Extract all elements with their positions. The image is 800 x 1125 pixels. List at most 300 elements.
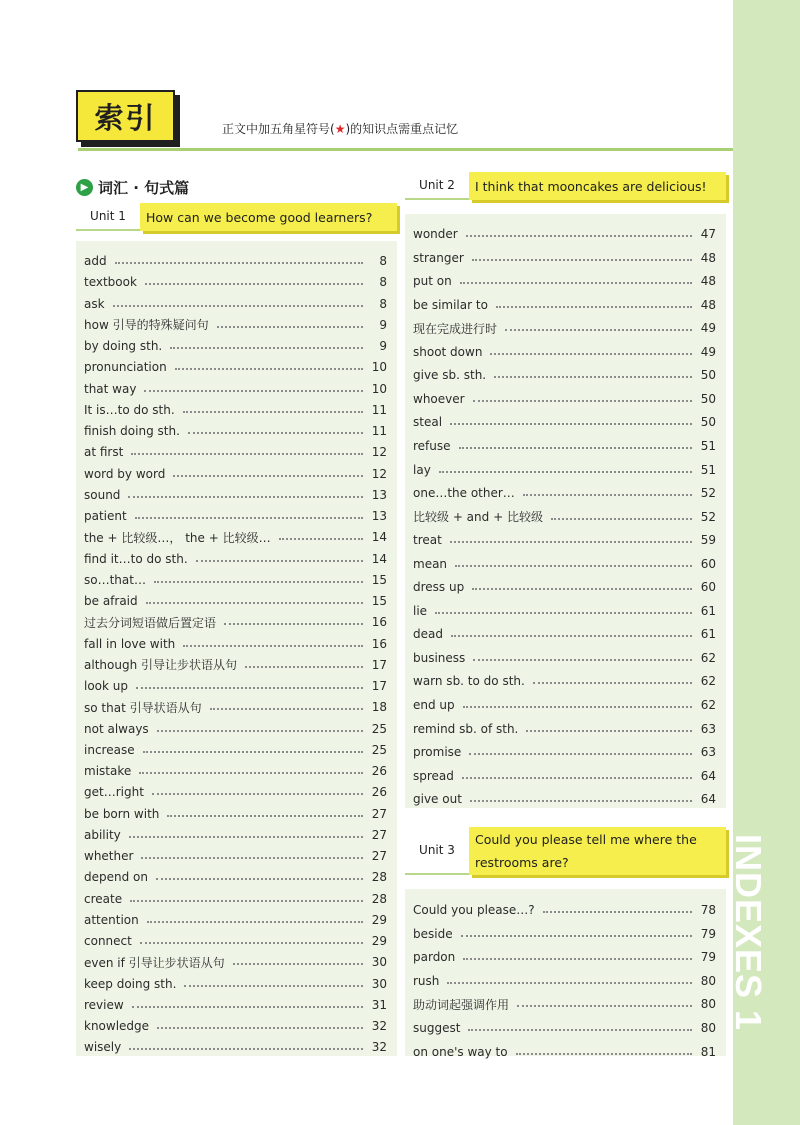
entry-page-number: 29 xyxy=(371,934,387,948)
entry-term: word by word xyxy=(84,466,166,481)
dot-leader xyxy=(473,659,692,661)
entry-page-number: 28 xyxy=(371,870,387,885)
entry-term: keep doing sth. xyxy=(84,976,177,991)
entry-term: depend on xyxy=(84,870,148,885)
index-entry xyxy=(413,768,716,784)
entry-page-number: 25 xyxy=(371,742,387,757)
unit-1-entry-list xyxy=(76,241,397,1056)
entry-term: get…right xyxy=(84,785,144,800)
dot-leader xyxy=(505,329,692,331)
index-entry xyxy=(84,891,387,907)
entry-term: whoever xyxy=(413,391,465,406)
dot-leader xyxy=(184,985,363,987)
entry-page-number: 32 xyxy=(371,1019,387,1033)
entry-term: one…the other… xyxy=(413,486,515,501)
entry-page-number: 29 xyxy=(371,912,387,927)
entry-term: promise xyxy=(413,745,462,760)
dot-leader xyxy=(183,645,363,647)
entry-page-number: 14 xyxy=(371,551,387,566)
entry-term: beside xyxy=(413,926,453,941)
index-entry xyxy=(413,391,716,407)
dot-leader xyxy=(188,432,363,434)
entry-term: be similar to xyxy=(413,297,488,312)
entry-term: so that 引导状语从句 xyxy=(84,700,202,715)
title-note-text-end: )的知识点需重点记忆 xyxy=(345,122,459,136)
index-entry xyxy=(84,976,387,992)
entry-page-number: 27 xyxy=(371,827,387,842)
dot-leader xyxy=(523,494,692,496)
index-entry xyxy=(413,462,716,478)
index-entry xyxy=(413,226,716,242)
dot-leader xyxy=(494,376,692,378)
entry-page-number: 47 xyxy=(700,227,716,241)
header-divider xyxy=(78,148,733,151)
entry-page-number: 30 xyxy=(371,955,387,970)
dot-leader xyxy=(496,306,692,308)
index-entry xyxy=(413,744,716,760)
dot-leader xyxy=(233,963,363,965)
entry-term: attention xyxy=(84,912,139,927)
index-entry xyxy=(413,697,716,713)
index-entry xyxy=(84,423,387,439)
entry-term: put on xyxy=(413,274,452,289)
entry-page-number: 25 xyxy=(371,721,387,736)
dot-leader xyxy=(129,1048,363,1050)
dot-leader xyxy=(210,708,363,710)
entry-term: lie xyxy=(413,603,428,618)
unit-id: Unit 1 xyxy=(76,203,140,231)
index-entry xyxy=(84,444,387,460)
entry-page-number: 8 xyxy=(379,296,387,311)
entry-term: increase xyxy=(84,742,135,757)
entry-term: review xyxy=(84,997,124,1012)
entry-term: dead xyxy=(413,627,443,642)
entry-page-number: 51 xyxy=(700,438,716,453)
entry-page-number: 12 xyxy=(371,466,387,481)
index-entry xyxy=(84,466,387,482)
entry-term: 过去分词短语做后置定语 xyxy=(84,615,217,630)
entry-term: 比较级 + and + 比较级 xyxy=(413,510,543,525)
dot-leader xyxy=(447,982,692,984)
unit-3-entry-list xyxy=(405,889,726,1059)
entry-page-number: 28 xyxy=(371,891,387,906)
dot-leader xyxy=(135,517,363,519)
dot-leader xyxy=(466,235,692,237)
entry-term: connect xyxy=(84,934,132,948)
dot-leader xyxy=(450,541,692,543)
entry-page-number: 8 xyxy=(379,254,387,268)
index-entry xyxy=(84,572,387,588)
entry-page-number: 50 xyxy=(700,391,716,406)
dot-leader xyxy=(439,471,692,473)
index-entry xyxy=(84,359,387,375)
dot-leader xyxy=(460,282,692,284)
index-entry xyxy=(84,381,387,397)
section-label: 词汇 · 句式篇 xyxy=(98,179,190,197)
index-entry xyxy=(413,556,716,572)
entry-page-number: 52 xyxy=(700,486,716,501)
entry-term: sound xyxy=(84,487,121,502)
unit-title-line1: Could you please tell me where the xyxy=(475,832,697,847)
entry-term: steal xyxy=(413,415,443,430)
unit-2-header xyxy=(405,172,726,200)
dot-leader xyxy=(173,475,363,477)
dot-leader xyxy=(154,581,363,583)
entry-term: wonder xyxy=(413,227,458,241)
dot-leader xyxy=(157,1027,363,1029)
index-entry xyxy=(84,848,387,864)
entry-term: even if 引导让步状语从句 xyxy=(84,955,225,970)
index-entry xyxy=(84,487,387,503)
entry-page-number: 60 xyxy=(700,580,716,595)
entry-term: shoot down xyxy=(413,344,483,359)
entry-term: pardon xyxy=(413,950,456,965)
dot-leader xyxy=(435,612,692,614)
entry-page-number: 14 xyxy=(371,530,387,545)
entry-term: be afraid xyxy=(84,594,138,608)
entry-term: not always xyxy=(84,721,149,736)
index-entry xyxy=(84,317,387,333)
dot-leader xyxy=(224,623,363,625)
entry-term: Could you please…? xyxy=(413,903,535,917)
entry-page-number: 60 xyxy=(700,556,716,571)
entry-term: ask xyxy=(84,296,105,311)
dot-leader xyxy=(543,911,692,913)
index-entry xyxy=(84,614,387,630)
index-entry xyxy=(413,791,716,807)
entry-term: wisely xyxy=(84,1040,122,1055)
dot-leader xyxy=(469,753,692,755)
index-entry xyxy=(84,869,387,885)
index-entry xyxy=(84,636,387,652)
page-title: 索引 xyxy=(94,100,157,135)
entry-term: add xyxy=(84,254,107,268)
entry-page-number: 9 xyxy=(379,317,387,332)
dot-leader xyxy=(175,368,363,370)
entry-page-number: 11 xyxy=(371,424,387,438)
dot-leader xyxy=(468,1029,692,1031)
entry-page-number: 30 xyxy=(371,976,387,991)
dot-leader xyxy=(455,565,692,567)
entry-term: rush xyxy=(413,973,440,988)
entry-page-number: 16 xyxy=(371,636,387,651)
index-entry xyxy=(84,678,387,694)
star-icon: ★ xyxy=(334,122,346,136)
dot-leader xyxy=(517,1005,692,1007)
entry-page-number: 80 xyxy=(700,1021,716,1035)
index-entry xyxy=(84,784,387,800)
unit-1-header xyxy=(76,203,397,231)
index-entry xyxy=(413,973,716,989)
dot-leader xyxy=(147,921,363,923)
index-entry xyxy=(413,1044,716,1060)
entry-page-number: 64 xyxy=(700,792,716,807)
index-entry xyxy=(413,673,716,689)
dot-leader xyxy=(130,900,363,902)
index-entry xyxy=(84,954,387,970)
entry-page-number: 26 xyxy=(371,764,387,778)
entry-term: find it…to do sth. xyxy=(84,551,188,566)
play-arrow-icon: ▶ xyxy=(76,179,93,196)
index-entry xyxy=(84,933,387,949)
dot-leader xyxy=(144,390,363,392)
entry-term: look up xyxy=(84,679,129,693)
index-entry xyxy=(84,338,387,354)
entry-page-number: 50 xyxy=(700,415,716,430)
unit-2-entry-list xyxy=(405,214,726,808)
entry-page-number: 48 xyxy=(700,250,716,265)
dot-leader xyxy=(196,560,363,562)
entry-term: lay xyxy=(413,462,431,477)
unit-title: I think that mooncakes are delicious! xyxy=(469,172,726,200)
entry-page-number: 13 xyxy=(371,487,387,502)
index-entry xyxy=(413,344,716,360)
entry-term: 现在完成进行时 xyxy=(413,321,498,336)
index-entry xyxy=(413,367,716,383)
dot-leader xyxy=(526,730,692,732)
dot-leader xyxy=(451,635,692,637)
entry-term: mean xyxy=(413,556,448,571)
dot-leader xyxy=(279,538,363,540)
unit-id: Unit 2 xyxy=(405,172,469,200)
dot-leader xyxy=(472,259,692,261)
entry-page-number: 10 xyxy=(371,381,387,396)
dot-leader xyxy=(473,400,692,402)
index-entry xyxy=(413,250,716,266)
entry-term: mistake xyxy=(84,764,132,778)
side-label: INDEXES 1 xyxy=(728,834,769,1032)
entry-page-number: 50 xyxy=(700,368,716,383)
entry-page-number: 27 xyxy=(371,849,387,863)
entry-term: 助动词起强调作用 xyxy=(413,997,510,1012)
dot-leader xyxy=(461,935,692,937)
entry-page-number: 62 xyxy=(700,650,716,665)
dot-leader xyxy=(157,730,363,732)
entry-term: spread xyxy=(413,768,454,783)
index-entry xyxy=(84,1018,387,1034)
entry-term: warn sb. to do sth. xyxy=(413,674,525,689)
side-strip xyxy=(728,0,800,1125)
dot-leader xyxy=(140,942,363,944)
entry-term: treat xyxy=(413,533,442,548)
entry-page-number: 61 xyxy=(700,603,716,618)
entry-page-number: 62 xyxy=(700,698,716,712)
dot-leader xyxy=(156,878,363,880)
dot-leader xyxy=(145,283,363,285)
index-entry xyxy=(413,579,716,595)
entry-page-number: 18 xyxy=(371,700,387,715)
index-entry xyxy=(413,320,716,336)
entry-term: so…that… xyxy=(84,572,146,587)
entry-page-number: 62 xyxy=(700,674,716,689)
dot-leader xyxy=(143,751,363,753)
index-entry xyxy=(413,949,716,965)
index-entry xyxy=(84,827,387,843)
entry-term: patient xyxy=(84,509,127,523)
entry-page-number: 8 xyxy=(379,275,387,290)
entry-page-number: 48 xyxy=(700,297,716,312)
dot-leader xyxy=(152,793,363,795)
entry-term: pronunciation xyxy=(84,360,167,375)
entry-page-number: 13 xyxy=(371,509,387,523)
unit-id: Unit 3 xyxy=(405,827,469,875)
index-entry xyxy=(84,806,387,822)
dot-leader xyxy=(128,496,363,498)
unit-3-header xyxy=(405,827,726,875)
entry-page-number: 79 xyxy=(700,926,716,941)
entry-page-number: 48 xyxy=(700,274,716,289)
entry-page-number: 17 xyxy=(371,679,387,693)
dot-leader xyxy=(113,305,363,307)
dot-leader xyxy=(551,518,692,520)
index-entry xyxy=(84,593,387,609)
index-entry xyxy=(84,742,387,758)
dot-leader xyxy=(141,857,363,859)
dot-leader xyxy=(490,353,692,355)
index-entry xyxy=(413,438,716,454)
entry-term: give out xyxy=(413,792,462,807)
entry-page-number: 61 xyxy=(700,627,716,642)
entry-page-number: 27 xyxy=(371,806,387,821)
entry-term: on one's way to xyxy=(413,1044,508,1059)
title-note-text: 正文中加五角星符号( xyxy=(222,122,335,136)
entry-page-number: 52 xyxy=(700,509,716,524)
dot-leader xyxy=(131,453,363,455)
entry-term: It is…to do sth. xyxy=(84,402,175,417)
dot-leader xyxy=(516,1053,692,1055)
entry-term: the + 比较级…， the + 比较级… xyxy=(84,530,271,545)
entry-term: textbook xyxy=(84,275,137,290)
dot-leader xyxy=(183,411,363,413)
section-heading xyxy=(76,177,189,198)
index-entry xyxy=(413,532,716,548)
index-entry xyxy=(84,296,387,312)
entry-page-number: 80 xyxy=(700,997,716,1012)
entry-term: knowledge xyxy=(84,1019,150,1033)
entry-page-number: 81 xyxy=(700,1044,716,1059)
dot-leader xyxy=(146,602,363,604)
dot-leader xyxy=(115,262,363,264)
entry-term: give sb. sth. xyxy=(413,368,487,383)
entry-term: how 引导的特殊疑问句 xyxy=(84,318,209,333)
entry-page-number: 32 xyxy=(371,1040,387,1055)
entry-page-number: 15 xyxy=(371,594,387,608)
entry-page-number: 9 xyxy=(379,339,387,353)
entry-term: suggest xyxy=(413,1021,461,1035)
index-entry xyxy=(84,508,387,524)
index-entry xyxy=(413,902,716,918)
index-entry xyxy=(84,763,387,779)
index-entry xyxy=(413,603,716,619)
entry-page-number: 17 xyxy=(371,657,387,672)
dot-leader xyxy=(245,666,363,668)
index-entry xyxy=(413,926,716,942)
index-entry xyxy=(84,721,387,737)
dot-leader xyxy=(170,347,363,349)
entry-term: end up xyxy=(413,698,455,712)
dot-leader xyxy=(139,772,363,774)
index-entry xyxy=(413,509,716,525)
index-entry xyxy=(84,253,387,269)
dot-leader xyxy=(136,687,363,689)
entry-term: ability xyxy=(84,827,121,842)
index-entry xyxy=(413,626,716,642)
index-entry xyxy=(84,1039,387,1055)
entry-page-number: 11 xyxy=(371,402,387,417)
entry-page-number: 49 xyxy=(700,321,716,336)
unit-title-line2: restrooms are? xyxy=(475,855,569,870)
dot-leader xyxy=(129,836,363,838)
entry-page-number: 26 xyxy=(371,785,387,800)
entry-term: stranger xyxy=(413,250,464,265)
entry-page-number: 15 xyxy=(371,572,387,587)
dot-leader xyxy=(167,815,363,817)
index-entry xyxy=(413,273,716,289)
entry-page-number: 16 xyxy=(371,615,387,630)
entry-page-number: 59 xyxy=(700,533,716,548)
index-entry xyxy=(413,721,716,737)
entry-page-number: 12 xyxy=(371,445,387,460)
entry-term: be born with xyxy=(84,806,160,821)
index-entry xyxy=(413,297,716,313)
dot-leader xyxy=(462,777,692,779)
dot-leader xyxy=(472,588,692,590)
entry-page-number: 78 xyxy=(700,903,716,917)
dot-leader xyxy=(132,1006,363,1008)
page-title-box xyxy=(76,90,175,142)
index-entry xyxy=(413,485,716,501)
entry-term: dress up xyxy=(413,580,465,595)
entry-page-number: 79 xyxy=(700,950,716,965)
entry-page-number: 31 xyxy=(371,997,387,1012)
entry-page-number: 51 xyxy=(700,462,716,477)
dot-leader xyxy=(463,706,692,708)
entry-term: finish doing sth. xyxy=(84,424,180,438)
index-entry xyxy=(84,657,387,673)
dot-leader xyxy=(459,447,692,449)
entry-page-number: 10 xyxy=(371,360,387,375)
index-entry xyxy=(84,402,387,418)
dot-leader xyxy=(450,423,692,425)
index-entry xyxy=(84,912,387,928)
entry-term: create xyxy=(84,891,123,906)
entry-term: by doing sth. xyxy=(84,339,163,353)
index-entry xyxy=(84,699,387,715)
dot-leader xyxy=(463,958,692,960)
entry-page-number: 64 xyxy=(700,768,716,783)
entry-term: at first xyxy=(84,445,124,460)
index-entry xyxy=(413,650,716,666)
index-entry xyxy=(84,997,387,1013)
entry-term: although 引导让步状语从句 xyxy=(84,658,237,673)
entry-term: refuse xyxy=(413,438,451,453)
unit-title xyxy=(469,827,726,875)
index-entry xyxy=(84,551,387,567)
entry-page-number: 49 xyxy=(700,344,716,359)
index-entry xyxy=(413,1020,716,1036)
entry-term: remind sb. of sth. xyxy=(413,721,519,736)
index-entry xyxy=(84,529,387,545)
entry-page-number: 80 xyxy=(700,973,716,988)
unit-title: How can we become good learners? xyxy=(140,203,397,231)
entry-page-number: 63 xyxy=(700,745,716,760)
entry-term: fall in love with xyxy=(84,636,176,651)
entry-term: that way xyxy=(84,381,137,396)
entry-term: whether xyxy=(84,849,134,863)
dot-leader xyxy=(217,326,363,328)
dot-leader xyxy=(470,800,692,802)
entry-term: business xyxy=(413,650,466,665)
